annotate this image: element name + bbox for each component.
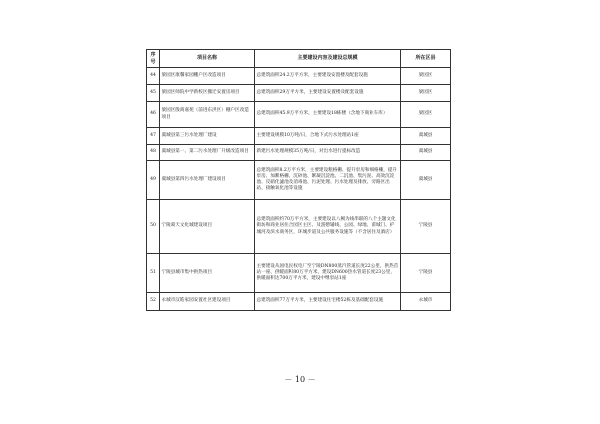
row-region: 永城市: [401, 293, 451, 311]
table-row: [147, 85, 451, 102]
row-region: 虞城县: [401, 161, 451, 200]
row-number: 45: [147, 85, 160, 102]
table-row: [147, 102, 451, 128]
table-row: [147, 254, 451, 293]
row-content: 总建筑面积45.9万平方米，主要建设18栋楼（含地下商业车库）: [255, 102, 401, 128]
row-project-name: 宁陵葛天文化城建设项目: [160, 200, 255, 254]
row-region: 虞城县: [401, 145, 451, 161]
row-number: 48: [147, 145, 160, 161]
row-content: 总建筑面积约70万平方米，主要建设以八阙为线串联的八个主题文化街坊和商业居住合园区主区、及游憩辅线、公园、绿地、甫城门、护城河及滨水商务区，环城步道及公共服务设施等（不含居住及酒店）: [255, 200, 401, 254]
table-row: [147, 161, 451, 200]
row-content: 总建筑面积8.2万平方米，主要建设粗格栅、提升泵房和细格栅，提升泵房、加絮格栅、沉砂池、絮凝沉淀池、二沉池、集污泥、高效沉淀池、反硝化滤池及消毒池、污泥处理、污水处理及排放、旁路区出站、接触氧化池等设施: [255, 161, 401, 200]
row-region: 宁陵县: [401, 254, 451, 293]
header-region: 所在区县: [401, 50, 451, 68]
row-project-name: 永城市汉皓家园安置社区建设项目: [160, 293, 255, 311]
page-number: － 10 －: [284, 375, 316, 384]
row-number: 49: [147, 161, 160, 200]
row-project-name: 梁园区殷商嘉苑（前进东洪区）棚户区改造项目: [160, 102, 255, 128]
row-region: 梁园区: [401, 102, 451, 128]
row-content: 总建筑面积77万平方米，主要建设住宅楼52栋及基础配套设施: [255, 293, 401, 311]
row-content: 新建污水处理规模35万吨/日，对出水进行提标改造: [255, 145, 401, 161]
row-region: 宁陵县: [401, 200, 451, 254]
row-project-name: 虞城县第一、第二污水处理厂升级改造项目: [160, 145, 255, 161]
row-number: 47: [147, 128, 160, 145]
row-project-name: 虞城县第四污水处理厂建设项目: [160, 161, 255, 200]
row-number: 46: [147, 102, 160, 128]
table-row: [147, 145, 451, 161]
row-number: 50: [147, 200, 160, 254]
table-row: [147, 128, 451, 145]
header-content: 主要建设内容及建设总规模: [255, 50, 401, 68]
row-project-name: 宁陵县城市集中供热项目: [160, 254, 255, 293]
row-project-name: 梁园区康馨家园棚户区改造项目: [160, 68, 255, 85]
row-content: 主要建设规模10万吨/日，合地下式污水处理站1座: [255, 128, 401, 145]
row-project-name: 梁园区师院中学新校区搬迁安置房项目: [160, 85, 255, 102]
table-header-row: [147, 50, 451, 68]
row-content: 总建筑面积29万平方米，主要建设安置楼及配套设施: [255, 85, 401, 102]
row-region: 梁园区: [401, 68, 451, 85]
row-content: 主要建设从国电民权电厂至宁陵DN800蒸汽管道长度22公里，供热首站一座、供暖面积80万平方米，建设DN600热水管道长度23公里，供暖面积达700万平方米，建设中继泵站1座: [255, 254, 401, 293]
row-number: 52: [147, 293, 160, 311]
row-content: 总建筑面积24.2万平方米，主要建设安置楼及配套设施: [255, 68, 401, 85]
table-row: [147, 200, 451, 254]
row-project-name: 虞城县第三污水处理厂建设: [160, 128, 255, 145]
row-region: 虞城县: [401, 128, 451, 145]
header-seq: 序号: [147, 50, 160, 68]
row-region: 梁园区: [401, 85, 451, 102]
project-table: [146, 49, 451, 311]
table-row: [147, 68, 451, 85]
row-number: 44: [147, 68, 160, 85]
table-row: [147, 293, 451, 311]
row-number: 51: [147, 254, 160, 293]
header-project-name: 项目名称: [160, 50, 255, 68]
